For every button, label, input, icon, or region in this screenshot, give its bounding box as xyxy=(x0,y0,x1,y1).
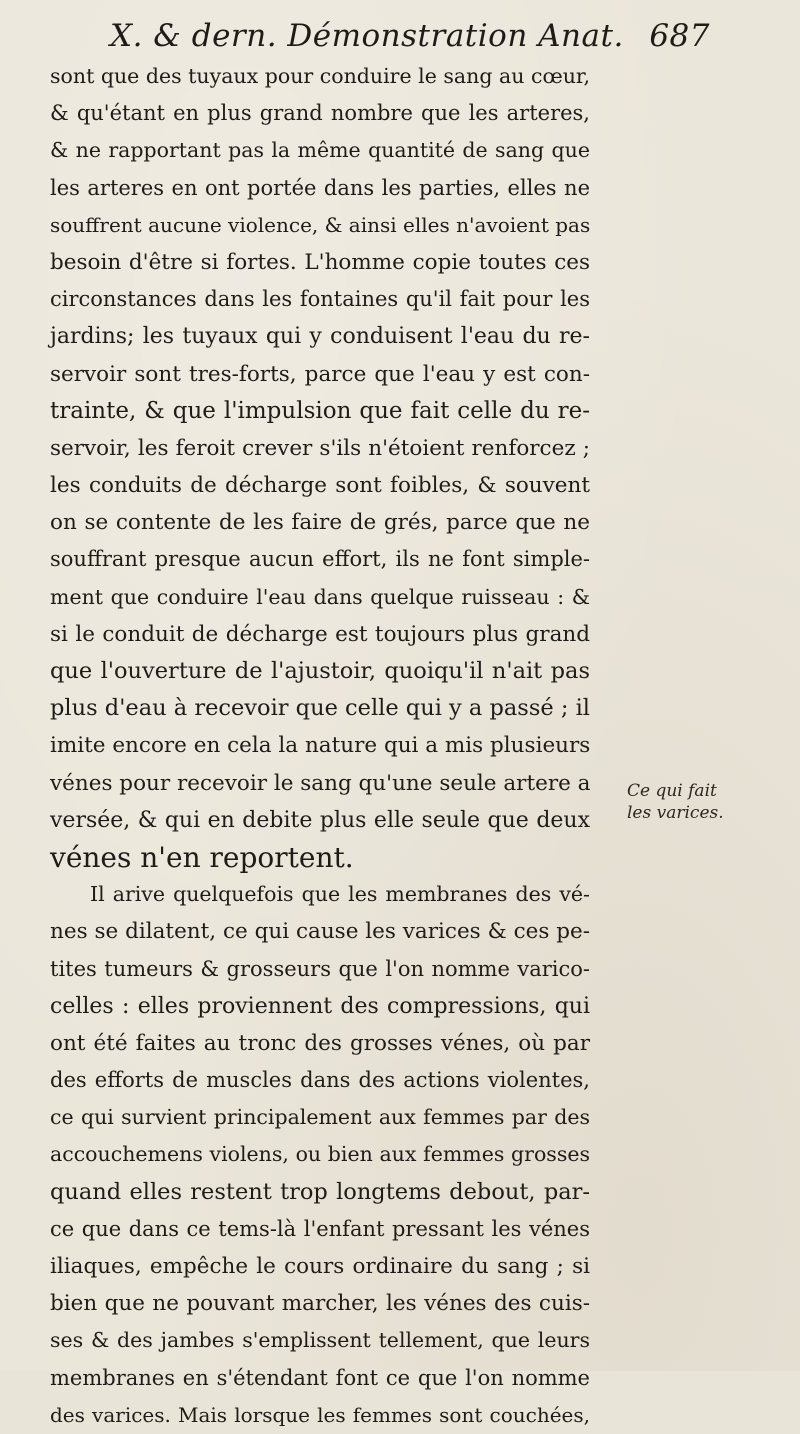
text-line: servoir, les feroit crever s'ils n'étoient renforcez ; xyxy=(50,435,590,461)
text-line: les arteres en ont portée dans les parties, elles ne xyxy=(50,175,590,200)
text-line: membranes en s'étendant font ce que l'on nomme xyxy=(50,1365,590,1390)
text-line: celles : elles proviennent des compressions, qui xyxy=(50,993,590,1019)
text-line: tites tumeurs & grosseurs que l'on nomme varico- xyxy=(50,956,590,981)
text-line: on se contente de les faire de grés, parce que ne xyxy=(50,510,590,536)
margin-note-line: les varices. xyxy=(627,803,724,823)
text-line: si le conduit de décharge est toujours plus grand xyxy=(50,621,590,647)
running-head-title: X. & dern. Démonstration Anat. xyxy=(110,18,624,54)
paragraph-end-line: vénes n'en reportent. xyxy=(50,840,354,874)
text-line: ment que conduire l'eau dans quelque ruisseau : & xyxy=(50,584,590,609)
paragraph-start-line: Il arive quelquefois que les membranes des vé- xyxy=(90,882,590,907)
text-line: souffrant presque aucun effort, ils ne font simple- xyxy=(50,547,590,572)
text-line: ce que dans ce tems-là l'enfant pressant les vénes xyxy=(50,1216,590,1241)
text-line: besoin d'être si fortes. L'homme copie toutes ces xyxy=(50,249,590,275)
body-text xyxy=(50,58,590,1434)
text-line: nes se dilatent, ce qui cause les varices & ces pe- xyxy=(50,919,590,945)
text-line: accouchemens violens, ou bien aux femmes grosses xyxy=(50,1142,590,1167)
text-line: sont que des tuyaux pour conduire le sang au cœur, xyxy=(50,64,590,88)
text-line: & qu'étant en plus grand nombre que les arteres, xyxy=(50,101,590,126)
text-line: circonstances dans les fontaines qu'il fait pour les xyxy=(50,287,590,312)
margin-note xyxy=(627,780,787,824)
text-line: vénes pour recevoir le sang qu'une seule artere a xyxy=(50,770,591,796)
text-line: versée, & qui en debite plus elle seule que deux xyxy=(50,807,590,833)
text-line: quand elles restent trop longtems debout, par- xyxy=(50,1178,590,1205)
text-line: jardins; les tuyaux qui y conduisent l'eau du re- xyxy=(50,324,590,350)
text-line: ce qui survient principalement aux femmes par des xyxy=(50,1105,590,1130)
text-line: des varices. Mais lorsque les femmes sont couchées, xyxy=(50,1402,590,1427)
text-line: trainte, & que l'impulsion que fait celle du re- xyxy=(50,397,590,424)
text-line: que l'ouverture de l'ajustoir, quoiqu'il n'ait pas xyxy=(50,658,590,684)
text-line: les conduits de décharge sont foibles, & souvent xyxy=(50,473,590,499)
text-line: des efforts de muscles dans des actions violentes, xyxy=(50,1068,590,1093)
text-line: & ne rapportant pas la même quantité de sang que xyxy=(50,138,590,163)
text-line: ont été faites au tronc des grosses vénes, où par xyxy=(50,1030,590,1056)
text-line: bien que ne pouvant marcher, les vénes des cuis- xyxy=(50,1291,590,1317)
text-line: ses & des jambes s'emplissent tellement, que leurs xyxy=(50,1328,590,1353)
text-line: imite encore en cela la nature qui a mis plusieurs xyxy=(50,733,591,759)
margin-note-line: Ce qui fait xyxy=(627,781,717,801)
text-line: souffrent aucune violence, & ainsi elles n'avoient pas xyxy=(50,212,591,237)
text-line: plus d'eau à recevoir que celle qui y a passé ; il xyxy=(50,695,590,722)
page-number: 687 xyxy=(649,18,710,54)
text-line: servoir sont tres-forts, parce que l'eau y est con- xyxy=(50,361,590,387)
text-line: iliaques, empêche le cours ordinaire du sang ; si xyxy=(50,1254,590,1279)
